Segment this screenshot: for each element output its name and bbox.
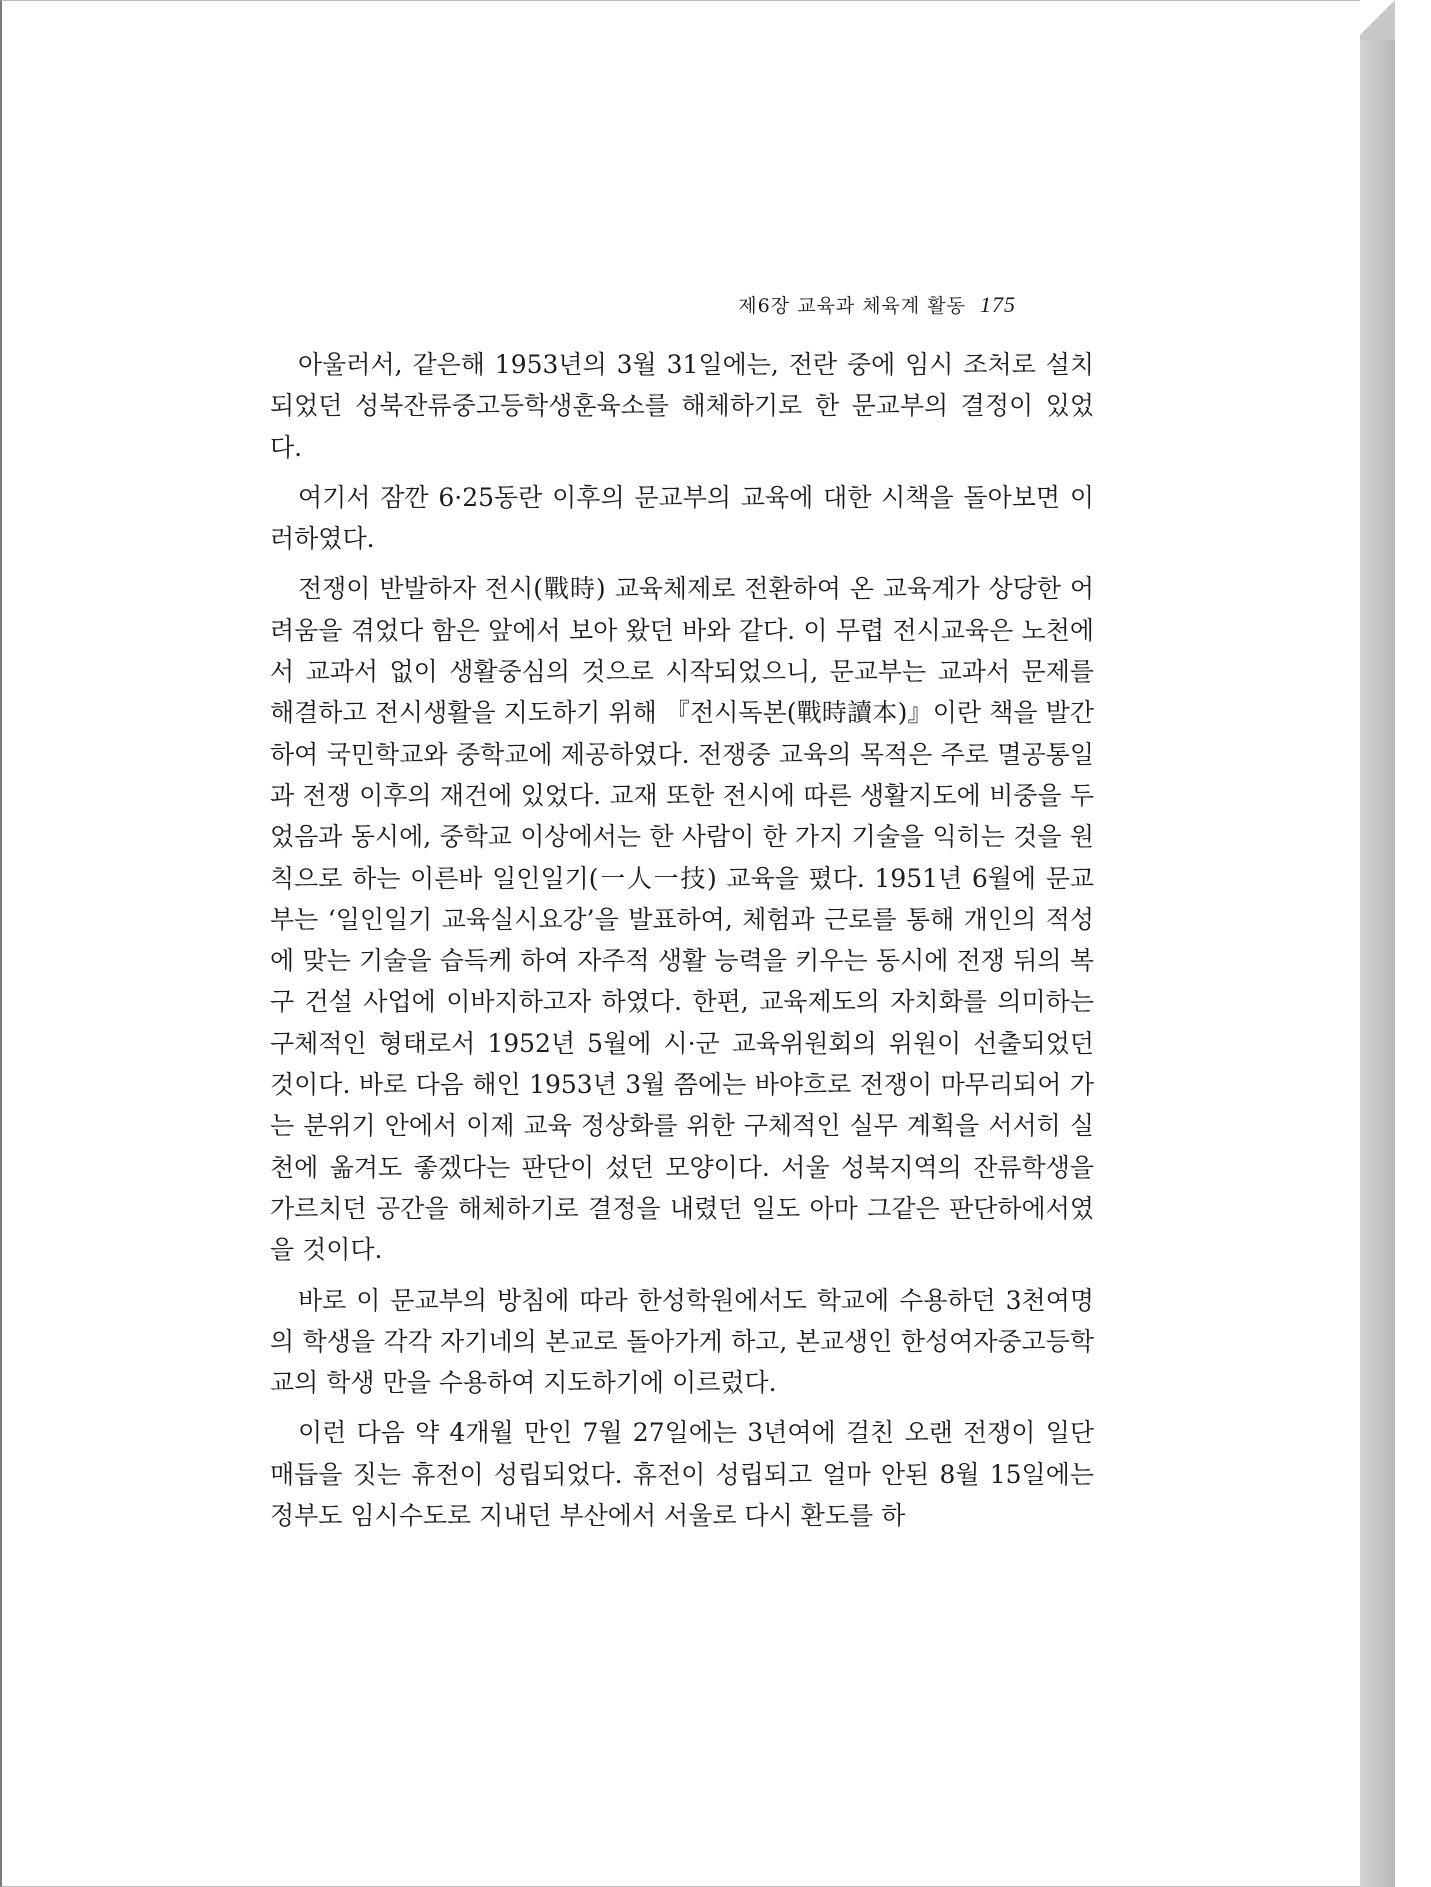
book-page-edge (1355, 0, 1395, 1887)
running-head (738, 291, 1016, 318)
chapter-title: 제6장 교육과 체육계 활동 (738, 295, 966, 317)
paragraph-3: 전쟁이 반발하자 전시(戰時) 교육체제로 전환하여 온 교육계가 상당한 어려움을 겪었다 함은 앞에서 보아 왔던 바와 같다. 이 무렵 전시교육은 노천에서 교과서 없이 생활중심의 것으로 시작되었으니, 문교부는 교과서 문제를 해결하고 전시생활을 지도하기 위해 『전시독본(戰時讀本)』이란 책을 발간하여 국민학교와 중학교에 제공하였다. 전쟁중 교육의 목적은 주로 멸공통일과 전쟁 이후의 재건에 있었다. 교재 또한 전시에 따른 생활지도에 비중을 두었음과 동시에, 중학교 이상에서는 한 사람이 한 가지 기술을 익히는 것을 원칙으로 하는 이른바 일인일기(一人一技) 교육을 폈다. 1951년 6월에 문교부는 ‘일인일기 교육실시요강’을 발표하여, 체험과 근로를 통해 개인의 적성에 맞는 기술을 습득케 하여 자주적 생활 능력을 키우는 동시에 전쟁 뒤의 복구 건설 사업에 이바지하고자 하였다. 한편, 교육제도의 자치화를 의미하는 구체적인 형태로서 1952년 5월에 시·군 교육위원회의 위원이 선출되었던 것이다. 바로 다음 해인 1953년 3월 쯤에는 바야흐로 전쟁이 마무리되어 가는 분위기 안에서 이제 교육 정상화를 위한 구체적인 실무 계획을 서서히 실천에 옮겨도 좋겠다는 판단이 섰던 모양이다. 서울 성북지역의 잔류학생을 가르치던 공간을 해체하기로 결정을 내렸던 일도 아마 그같은 판단하에서였을 것이다. (270, 574, 1094, 1265)
paragraph-4: 바로 이 문교부의 방침에 따라 한성학원에서도 학교에 수용하던 3천여명의 학생을 각각 자기네의 본교로 돌아가게 하고, 본교생인 한성여자중고등학교의 학생 만을 수용하여 지도하기에 이르렀다. (270, 1285, 1094, 1398)
paragraph-5: 이런 다음 약 4개월 만인 7월 27일에는 3년여에 걸친 오랜 전쟁이 일단 매듭을 짓는 휴전이 성립되었다. 휴전이 성립되고 얼마 안된 8월 15일에는 정부도 임시수도로 지내던 부산에서 서울로 다시 환도를 하 (270, 1418, 1094, 1531)
paragraph-1: 아울러서, 같은해 1953년의 3월 31일에는, 전란 중에 임시 조처로 설치되었던 성북잔류중고등학생훈육소를 해체하기로 한 문교부의 결정이 있었다. (270, 350, 1094, 462)
paragraph-2: 여기서 잠깐 6·25동란 이후의 문교부의 교육에 대한 시책을 돌아보면 이러하였다. (270, 482, 1094, 554)
body-text (270, 344, 1094, 1545)
book-page-edge-corner (1355, 0, 1395, 40)
page-number: 175 (980, 292, 1016, 317)
